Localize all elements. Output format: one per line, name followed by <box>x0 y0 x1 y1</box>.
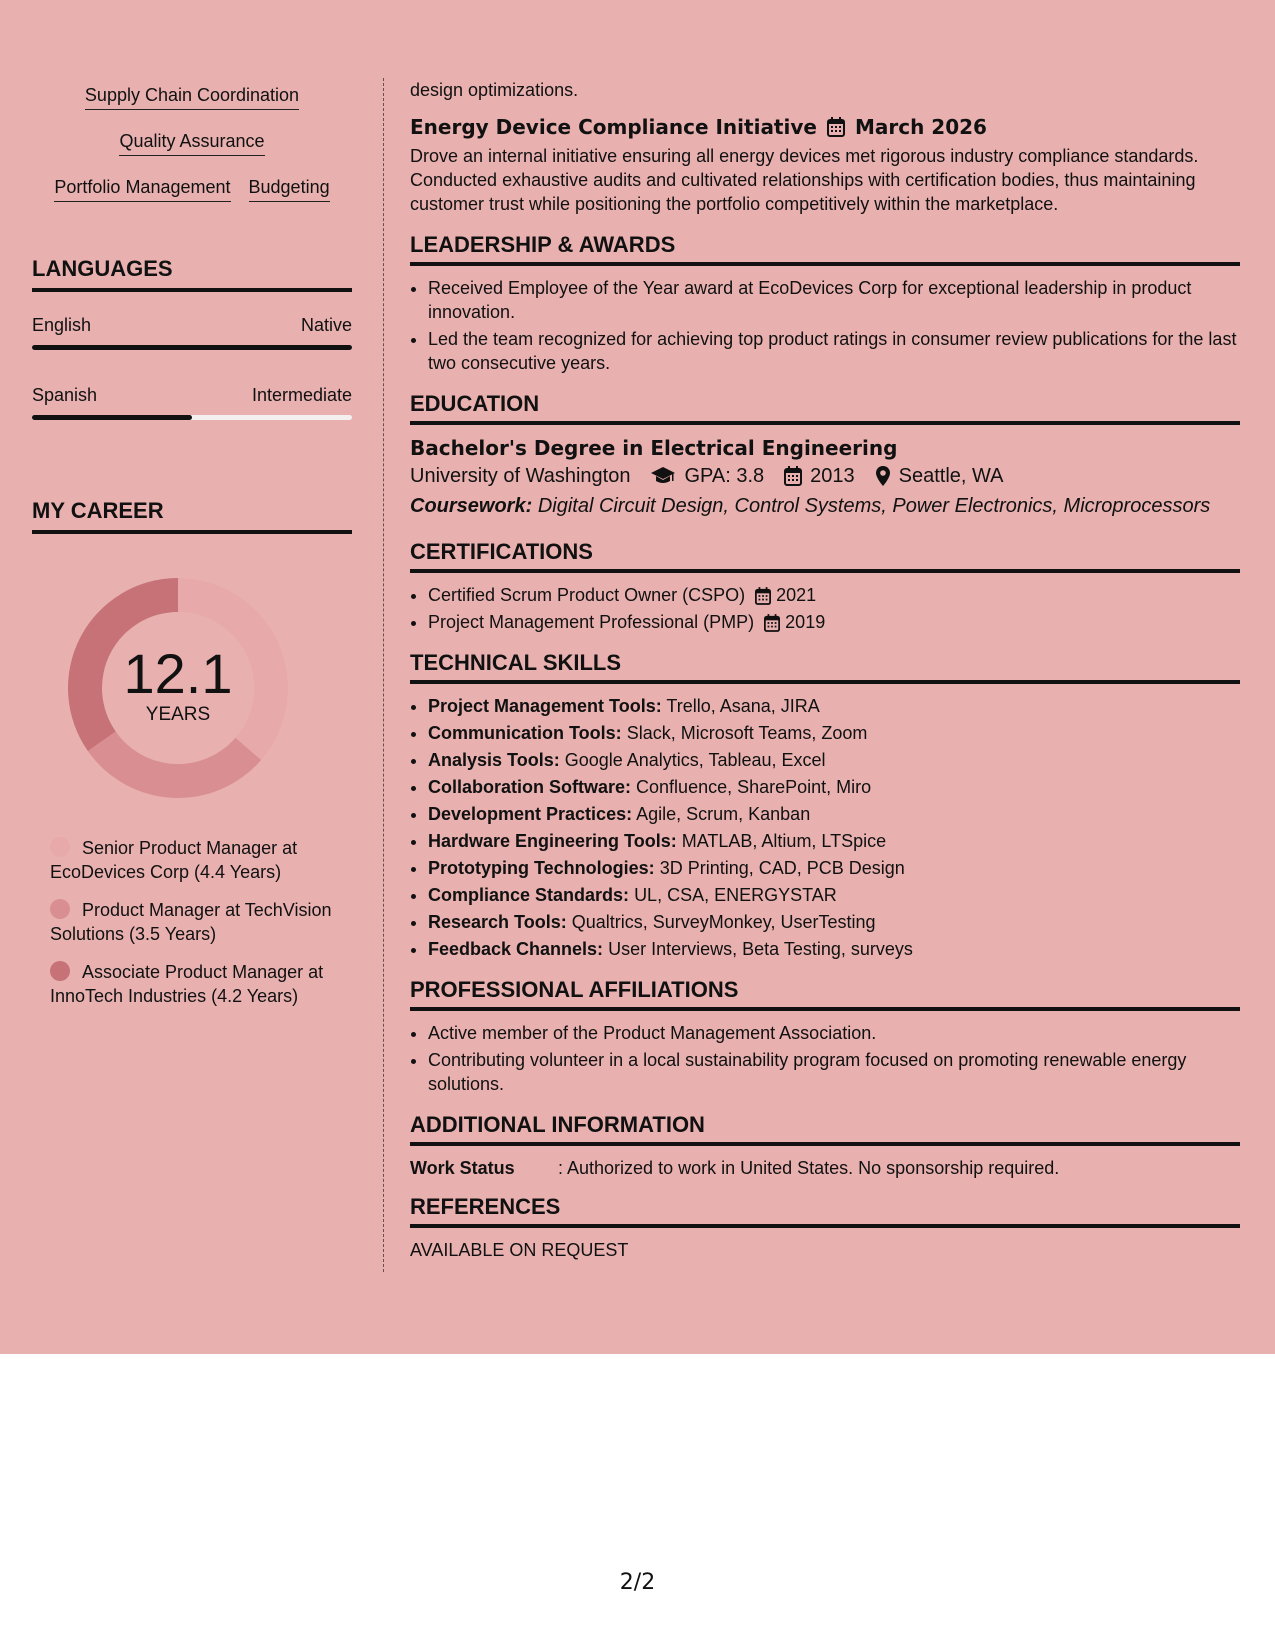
references-text: AVAILABLE ON REQUEST <box>410 1240 629 1260</box>
technical-skill-item <box>428 694 1240 718</box>
technical-skill-item <box>428 937 1240 961</box>
language-bar <box>32 415 352 420</box>
main-column <box>410 78 1240 1262</box>
career-unit: YEARS <box>145 704 211 725</box>
technical-skill-label: Compliance Standards: <box>428 885 630 905</box>
technical-skill-value: MATLAB, Altium, LTSpice <box>681 831 887 851</box>
certification-year: 2021 <box>776 585 817 605</box>
additional-info-title: ADDITIONAL INFORMATION <box>410 1112 1240 1146</box>
skill-tag: Supply Chain Coordination <box>85 84 299 110</box>
technical-skill-value: Agile, Scrum, Kanban <box>636 804 811 824</box>
legend-dot <box>50 961 70 981</box>
education-year: 2013 <box>810 465 855 487</box>
certification-item <box>428 610 1240 634</box>
technical-skill-value: Confluence, SharePoint, Miro <box>636 777 872 797</box>
technical-skill-label: Prototyping Technologies: <box>428 858 655 878</box>
education-degree: Bachelor's Degree in Electrical Engineering <box>410 436 898 460</box>
leadership-item: • Received Employee of the Year award at EcoDevices Corp for exceptional leadership in product innovation. <box>428 276 1240 324</box>
affiliation-item: • Active member of the Product Management Association. <box>428 1021 1240 1045</box>
career-legend-item <box>50 836 340 884</box>
certification-year: 2019 <box>785 612 826 632</box>
technical-skill-value: Qualtrics, SurveyMonkey, UserTesting <box>571 912 876 932</box>
career-legend <box>50 836 340 1022</box>
skill-tag: Budgeting <box>249 176 330 202</box>
project-title: Energy Device Compliance Initiative <box>410 115 817 139</box>
references-title: REFERENCES <box>410 1194 1240 1228</box>
education-school: University of Washington <box>410 465 631 487</box>
career-donut-center <box>64 574 292 802</box>
language-name: English <box>32 315 92 335</box>
technical-skill-item <box>428 802 1240 826</box>
technical-skill-label: Research Tools: <box>428 912 567 932</box>
project-heading <box>410 114 1240 140</box>
calendar-icon <box>755 587 771 605</box>
technical-skill-item <box>428 829 1240 853</box>
skill-tags <box>32 84 352 222</box>
coursework-label: Coursework: <box>410 495 533 517</box>
language-level: Native <box>300 315 352 335</box>
education-coursework <box>410 491 1240 521</box>
technical-skill-item <box>428 775 1240 799</box>
career-label: Associate Product Manager at InnoTech Industries (4.2 Years) <box>50 962 324 1006</box>
page-number: 2/2 <box>619 1570 656 1595</box>
leadership-title: LEADERSHIP & AWARDS <box>410 232 1240 266</box>
education-gpa: GPA: 3.8 <box>684 465 765 487</box>
technical-skill-value: UL, CSA, ENERGYSTAR <box>634 885 837 905</box>
technical-skill-item <box>428 883 1240 907</box>
technical-skill-item <box>428 910 1240 934</box>
certification-name: Certified Scrum Product Owner (CSPO) <box>428 585 746 605</box>
career-label: Senior Product Manager at EcoDevices Corp (4.4 Years) <box>50 838 298 882</box>
career-legend-item <box>50 960 340 1008</box>
language-bar-fill <box>32 415 192 420</box>
leadership-item: • Led the team recognized for achieving top product ratings in consumer review publications for the last two consecutive years. <box>428 327 1240 375</box>
career-label: Product Manager at TechVision Solutions (3.5 Years) <box>50 900 332 944</box>
work-status-row <box>410 1156 1240 1180</box>
skill-tag: Portfolio Management <box>54 176 230 202</box>
technical-skill-value: Slack, Microsoft Teams, Zoom <box>626 723 868 743</box>
column-divider <box>383 78 384 1272</box>
technical-skills-title: TECHNICAL SKILLS <box>410 650 1240 684</box>
technical-skill-label: Analysis Tools: <box>428 750 560 770</box>
technical-skill-item <box>428 856 1240 880</box>
technical-skill-label: Hardware Engineering Tools: <box>428 831 677 851</box>
technical-skill-label: Project Management Tools: <box>428 696 662 716</box>
experience-continuation: design optimizations. <box>410 80 579 100</box>
technical-skill-label: Communication Tools: <box>428 723 622 743</box>
education-meta <box>410 461 1240 491</box>
affiliations-title: PROFESSIONAL AFFILIATIONS <box>410 977 1240 1011</box>
work-status-label: Work Status <box>410 1158 515 1178</box>
certification-name: Project Management Professional (PMP) <box>428 612 755 632</box>
career-title: MY CAREER <box>32 498 352 534</box>
technical-skill-label: Development Practices: <box>428 804 633 824</box>
calendar-icon <box>764 614 780 632</box>
career-total: 12.1 <box>123 642 233 705</box>
technical-skill-item <box>428 721 1240 745</box>
legend-dot <box>50 837 70 857</box>
language-level: Intermediate <box>251 385 352 405</box>
language-item <box>32 314 352 350</box>
technical-skill-label: Collaboration Software: <box>428 777 632 797</box>
education-location: Seattle, WA <box>898 465 1004 487</box>
affiliation-item: • Contributing volunteer in a local sustainability program focused on promoting renewable energy solutions. <box>428 1048 1240 1096</box>
technical-skill-label: Feedback Channels: <box>428 939 604 959</box>
career-legend-item <box>50 898 340 946</box>
project-description: Drove an internal initiative ensuring all energy devices met rigorous industry compliance standards. Conducted exhaustive audits and cultivated relationships with certification bodies, thus maintaining customer trust while positioning the portfolio competitively within the marketplace. <box>410 146 1199 214</box>
language-bar-fill <box>32 345 352 350</box>
technical-skill-value: 3D Printing, CAD, PCB Design <box>659 858 905 878</box>
language-bar <box>32 345 352 350</box>
work-status-value: : Authorized to work in United States. No sponsorship required. <box>558 1158 1060 1178</box>
coursework-value: Digital Circuit Design, Control Systems, Power Electronics, Microprocessors <box>537 495 1211 517</box>
location-pin-icon <box>875 465 891 487</box>
technical-skill-item <box>428 748 1240 772</box>
legend-dot <box>50 899 70 919</box>
education-title: EDUCATION <box>410 391 1240 425</box>
technical-skill-value: User Interviews, Beta Testing, surveys <box>608 939 913 959</box>
certification-item <box>428 583 1240 607</box>
graduation-cap-icon <box>650 466 676 486</box>
technical-skill-value: Trello, Asana, JIRA <box>666 696 820 716</box>
language-item <box>32 384 352 420</box>
languages-title: LANGUAGES <box>32 256 352 292</box>
project-date: March 2026 <box>854 115 987 139</box>
language-name: Spanish <box>32 385 98 405</box>
skill-tag: Quality Assurance <box>119 130 264 156</box>
technical-skill-value: Google Analytics, Tableau, Excel <box>564 750 826 770</box>
certifications-title: CERTIFICATIONS <box>410 539 1240 573</box>
calendar-icon <box>784 466 802 486</box>
calendar-icon <box>827 117 845 137</box>
